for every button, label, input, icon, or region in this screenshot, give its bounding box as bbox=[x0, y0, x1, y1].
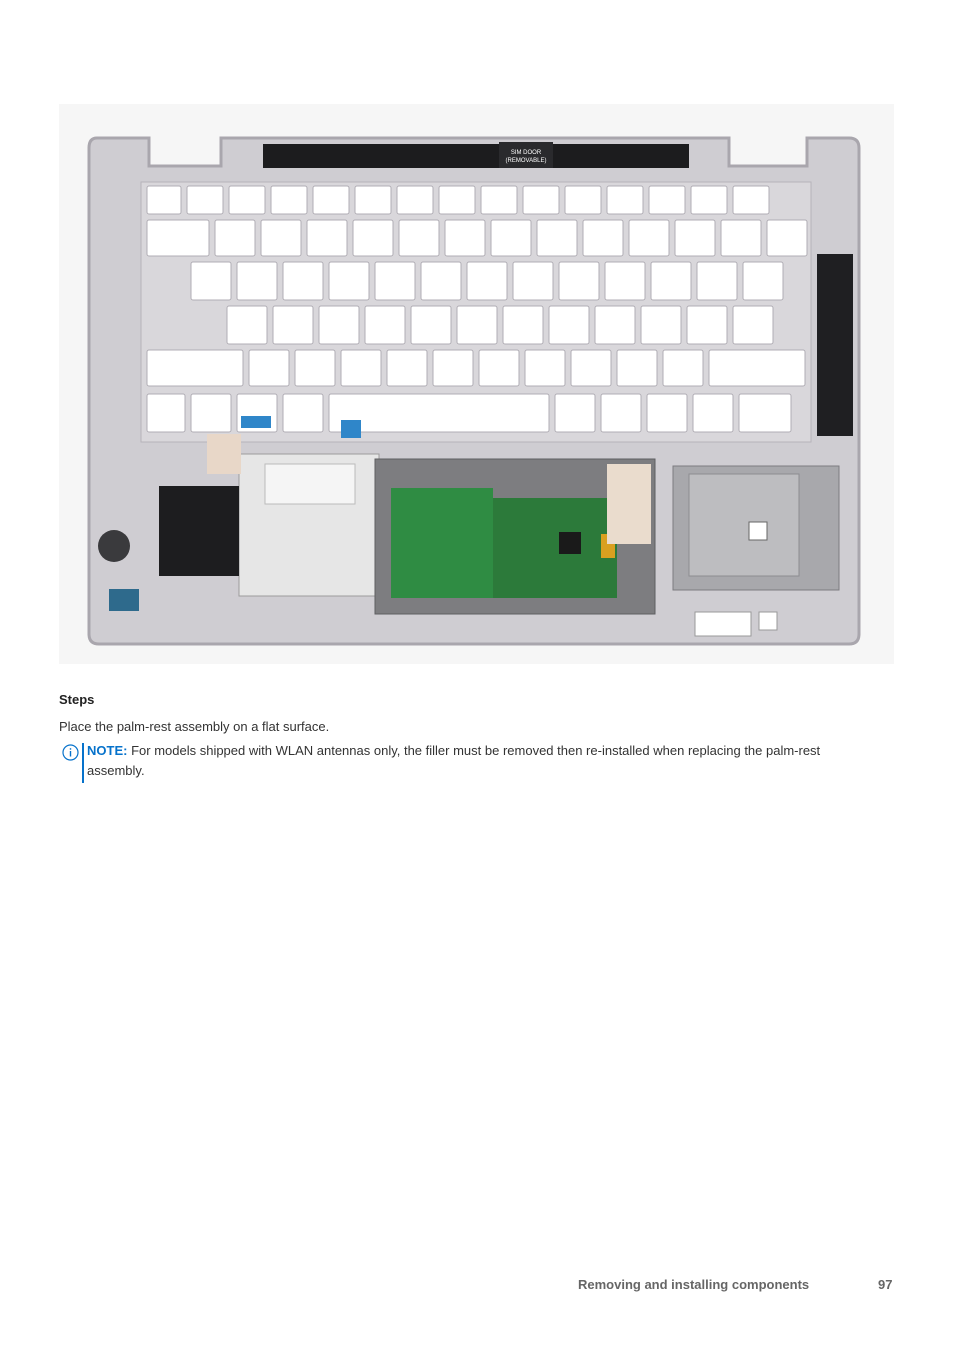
key-opening bbox=[329, 394, 549, 432]
io-board bbox=[109, 589, 139, 611]
palm-rest-illustration bbox=[59, 104, 894, 664]
note-accent-bar bbox=[82, 743, 84, 783]
key-opening bbox=[697, 262, 737, 300]
key-opening bbox=[191, 262, 231, 300]
key-opening bbox=[739, 394, 791, 432]
key-opening bbox=[365, 306, 405, 344]
key-opening bbox=[629, 220, 669, 256]
key-opening bbox=[355, 186, 391, 214]
key-opening bbox=[375, 262, 415, 300]
key-opening bbox=[439, 186, 475, 214]
key-opening bbox=[559, 262, 599, 300]
battery-pad bbox=[159, 486, 239, 576]
antenna-strip bbox=[263, 144, 689, 168]
touchpad-ribbon-cable bbox=[607, 464, 651, 544]
page-number: 97 bbox=[878, 1277, 893, 1292]
key-opening bbox=[733, 306, 773, 344]
key-opening bbox=[513, 262, 553, 300]
key-opening bbox=[583, 220, 623, 256]
steps-heading: Steps bbox=[59, 692, 95, 707]
key-opening bbox=[433, 350, 473, 386]
note-text-block bbox=[87, 741, 867, 781]
key-opening bbox=[307, 220, 347, 256]
note-callout bbox=[59, 741, 859, 785]
serial-label bbox=[695, 612, 751, 636]
key-opening bbox=[607, 186, 643, 214]
key-opening bbox=[537, 220, 577, 256]
smart-card-reader-plate bbox=[689, 474, 799, 576]
key-opening bbox=[549, 306, 589, 344]
key-opening bbox=[605, 262, 645, 300]
key-opening bbox=[227, 306, 267, 344]
note-label: NOTE: bbox=[87, 743, 128, 758]
qr-label-small bbox=[759, 612, 777, 630]
key-opening bbox=[733, 186, 769, 214]
key-opening bbox=[399, 220, 439, 256]
key-opening bbox=[651, 262, 691, 300]
key-opening bbox=[565, 186, 601, 214]
key-opening bbox=[147, 220, 209, 256]
key-opening bbox=[271, 186, 307, 214]
key-opening bbox=[503, 306, 543, 344]
controller-chip bbox=[559, 532, 581, 554]
qr-label bbox=[749, 522, 767, 540]
key-opening bbox=[457, 306, 497, 344]
palm-rest-assembly-image bbox=[59, 104, 894, 664]
key-opening bbox=[283, 262, 323, 300]
key-opening bbox=[571, 350, 611, 386]
key-opening bbox=[691, 186, 727, 214]
note-body: For models shipped with WLAN antennas only, the filler must be removed then re-installed when replacing the palm-rest assembly. bbox=[87, 743, 821, 778]
key-opening bbox=[353, 220, 393, 256]
key-opening bbox=[693, 394, 733, 432]
touchpad-sensor-pad bbox=[391, 488, 493, 598]
key-opening bbox=[721, 220, 761, 256]
key-opening bbox=[329, 262, 369, 300]
key-opening bbox=[525, 350, 565, 386]
key-opening bbox=[743, 262, 783, 300]
key-opening bbox=[595, 306, 635, 344]
key-opening bbox=[319, 306, 359, 344]
key-opening bbox=[767, 220, 807, 256]
key-opening bbox=[467, 262, 507, 300]
wlan-label bbox=[265, 464, 355, 504]
key-opening bbox=[187, 186, 223, 214]
key-opening bbox=[229, 186, 265, 214]
step-text: Place the palm-rest assembly on a flat surface. bbox=[59, 719, 330, 734]
key-opening bbox=[617, 350, 657, 386]
key-opening bbox=[641, 306, 681, 344]
key-opening bbox=[283, 394, 323, 432]
key-opening bbox=[273, 306, 313, 344]
key-opening bbox=[147, 394, 185, 432]
key-opening bbox=[555, 394, 595, 432]
key-opening bbox=[523, 186, 559, 214]
ribbon-connector bbox=[241, 416, 271, 428]
key-opening bbox=[215, 220, 255, 256]
touchpad-controller-board bbox=[493, 498, 617, 598]
key-opening bbox=[295, 350, 335, 386]
key-opening bbox=[663, 350, 703, 386]
key-opening bbox=[647, 394, 687, 432]
key-opening bbox=[313, 186, 349, 214]
keyboard-key-openings bbox=[147, 186, 807, 432]
right-antenna-strip bbox=[817, 254, 853, 436]
key-opening bbox=[147, 350, 243, 386]
key-opening bbox=[479, 350, 519, 386]
key-opening bbox=[249, 350, 289, 386]
key-opening bbox=[709, 350, 805, 386]
key-opening bbox=[237, 262, 277, 300]
ribbon-cable bbox=[207, 434, 241, 474]
coin-cell-battery bbox=[98, 530, 130, 562]
key-opening bbox=[387, 350, 427, 386]
key-opening bbox=[481, 186, 517, 214]
key-opening bbox=[421, 262, 461, 300]
info-icon bbox=[62, 744, 79, 766]
key-opening bbox=[411, 306, 451, 344]
key-opening bbox=[397, 186, 433, 214]
key-opening bbox=[491, 220, 531, 256]
key-opening bbox=[191, 394, 231, 432]
key-opening bbox=[687, 306, 727, 344]
key-opening bbox=[341, 350, 381, 386]
key-opening bbox=[261, 220, 301, 256]
sim-door-label-line2: (REMOVABLE) bbox=[505, 158, 547, 164]
sim-door-label-line1: SIM DOOR bbox=[510, 150, 542, 156]
key-opening bbox=[675, 220, 715, 256]
ribbon-connector-2 bbox=[341, 420, 361, 438]
footer-section-title: Removing and installing components bbox=[578, 1277, 810, 1292]
key-opening bbox=[147, 186, 181, 214]
key-opening bbox=[649, 186, 685, 214]
key-opening bbox=[601, 394, 641, 432]
key-opening bbox=[445, 220, 485, 256]
